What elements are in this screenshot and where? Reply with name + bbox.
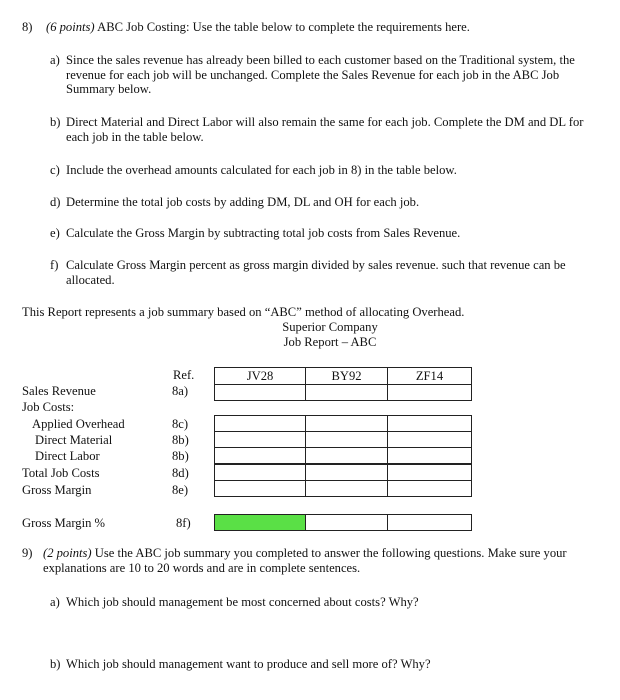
question-8-heading — [46, 20, 606, 35]
row-label-job-costs: Job Costs: — [22, 400, 75, 414]
question-8-points: (6 points) — [46, 20, 95, 34]
ref-gross-margin-pct: 8f) — [176, 516, 191, 530]
q8-item-f-label: f) — [50, 258, 59, 272]
ref-direct-labor: 8b) — [172, 449, 189, 463]
q9-item-b-text: Which job should management want to produce and sell more of? Why? — [66, 657, 431, 671]
ref-applied-overhead: 8c) — [172, 417, 189, 431]
row-label-applied-overhead: Applied Overhead — [32, 417, 125, 431]
report-company: Superior Company — [282, 320, 378, 334]
ref-direct-material: 8b) — [172, 433, 189, 447]
question-9-title: Use the ABC job summary you completed to answer the following questions. Make sure your explanations are 10 to 20 words and are in complete sentences. — [43, 546, 567, 575]
question-9-points: (2 points) — [43, 546, 92, 560]
cell-gross-margin-pct-by92[interactable] — [305, 514, 388, 531]
row-label-direct-labor: Direct Labor — [35, 449, 100, 463]
q9-item-b-label: b) — [50, 657, 61, 671]
q8-item-a-label: a) — [50, 53, 60, 67]
q8-item-a-text: Since the sales revenue has already been billed to each customer based on the Traditional system, the revenue for each job will be unchanged. Complete the Sales Revenue for each job in the ABC Job Summary below. — [66, 53, 575, 96]
cell-total-job-costs-by92[interactable] — [305, 464, 388, 481]
q8-item-b-label: b) — [50, 115, 61, 129]
ref-sales-revenue: 8a) — [172, 384, 189, 398]
cell-direct-labor-by92[interactable] — [305, 447, 388, 464]
q9-item-a-label: a) — [50, 595, 60, 609]
question-9-number: 9) — [22, 546, 33, 560]
question-8-title: ABC Job Costing: Use the table below to complete the requirements here. — [97, 20, 470, 34]
q8-item-e-label: e) — [50, 226, 60, 240]
cell-sales-revenue-by92[interactable] — [305, 384, 388, 401]
cell-total-job-costs-zf14[interactable] — [387, 464, 472, 481]
cell-gross-margin-by92[interactable] — [305, 480, 388, 497]
q8-item-c-text: Include the overhead amounts calculated for each job in 8) in the table below. — [66, 163, 457, 177]
cell-gross-margin-jv28[interactable] — [214, 480, 306, 497]
cell-direct-material-zf14[interactable] — [387, 431, 472, 448]
q8-item-d-text: Determine the total job costs by adding DM, DL and OH for each job. — [66, 195, 420, 209]
column-header-zf14: ZF14 — [387, 367, 472, 385]
cell-gross-margin-pct-zf14[interactable] — [387, 514, 472, 531]
report-intro: This Report represents a job summary based on “ABC” method of allocating Overhead. — [22, 305, 465, 319]
cell-direct-labor-zf14[interactable] — [387, 447, 472, 464]
row-label-gross-margin: Gross Margin — [22, 483, 92, 497]
report-subtitle: Job Report – ABC — [283, 335, 377, 349]
q8-item-c-label: c) — [50, 163, 60, 177]
cell-applied-overhead-jv28[interactable] — [214, 415, 306, 432]
cell-total-job-costs-jv28[interactable] — [214, 464, 306, 481]
question-8-number: 8) — [22, 20, 33, 34]
question-9-heading — [43, 546, 603, 575]
cell-direct-labor-jv28[interactable] — [214, 447, 306, 464]
row-label-gross-margin-pct: Gross Margin % — [22, 516, 106, 530]
row-label-sales-revenue: Sales Revenue — [22, 384, 96, 398]
q8-item-b-text: Direct Material and Direct Labor will also remain the same for each job. Complete the DM and DL for each job in the table below. — [66, 115, 584, 144]
cell-gross-margin-pct-jv28[interactable] — [214, 514, 306, 531]
ref-gross-margin: 8e) — [172, 483, 189, 497]
row-label-direct-material: Direct Material — [35, 433, 113, 447]
ref-header: Ref. — [173, 368, 195, 382]
cell-direct-material-by92[interactable] — [305, 431, 388, 448]
column-header-jv28: JV28 — [214, 367, 306, 385]
cell-sales-revenue-zf14[interactable] — [387, 384, 472, 401]
cell-applied-overhead-by92[interactable] — [305, 415, 388, 432]
cell-gross-margin-zf14[interactable] — [387, 480, 472, 497]
q8-item-f-text: Calculate Gross Margin percent as gross margin divided by sales revenue. such that revenue can be allocated. — [66, 258, 566, 287]
q8-item-d-label: d) — [50, 195, 61, 209]
q9-item-a-text: Which job should management be most concerned about costs? Why? — [66, 595, 419, 609]
cell-direct-material-jv28[interactable] — [214, 431, 306, 448]
ref-total-job-costs: 8d) — [172, 466, 189, 480]
row-label-total-job-costs: Total Job Costs — [22, 466, 100, 480]
cell-applied-overhead-zf14[interactable] — [387, 415, 472, 432]
cell-sales-revenue-jv28[interactable] — [214, 384, 306, 401]
column-header-by92: BY92 — [305, 367, 388, 385]
q8-item-e-text: Calculate the Gross Margin by subtracting total job costs from Sales Revenue. — [66, 226, 461, 240]
